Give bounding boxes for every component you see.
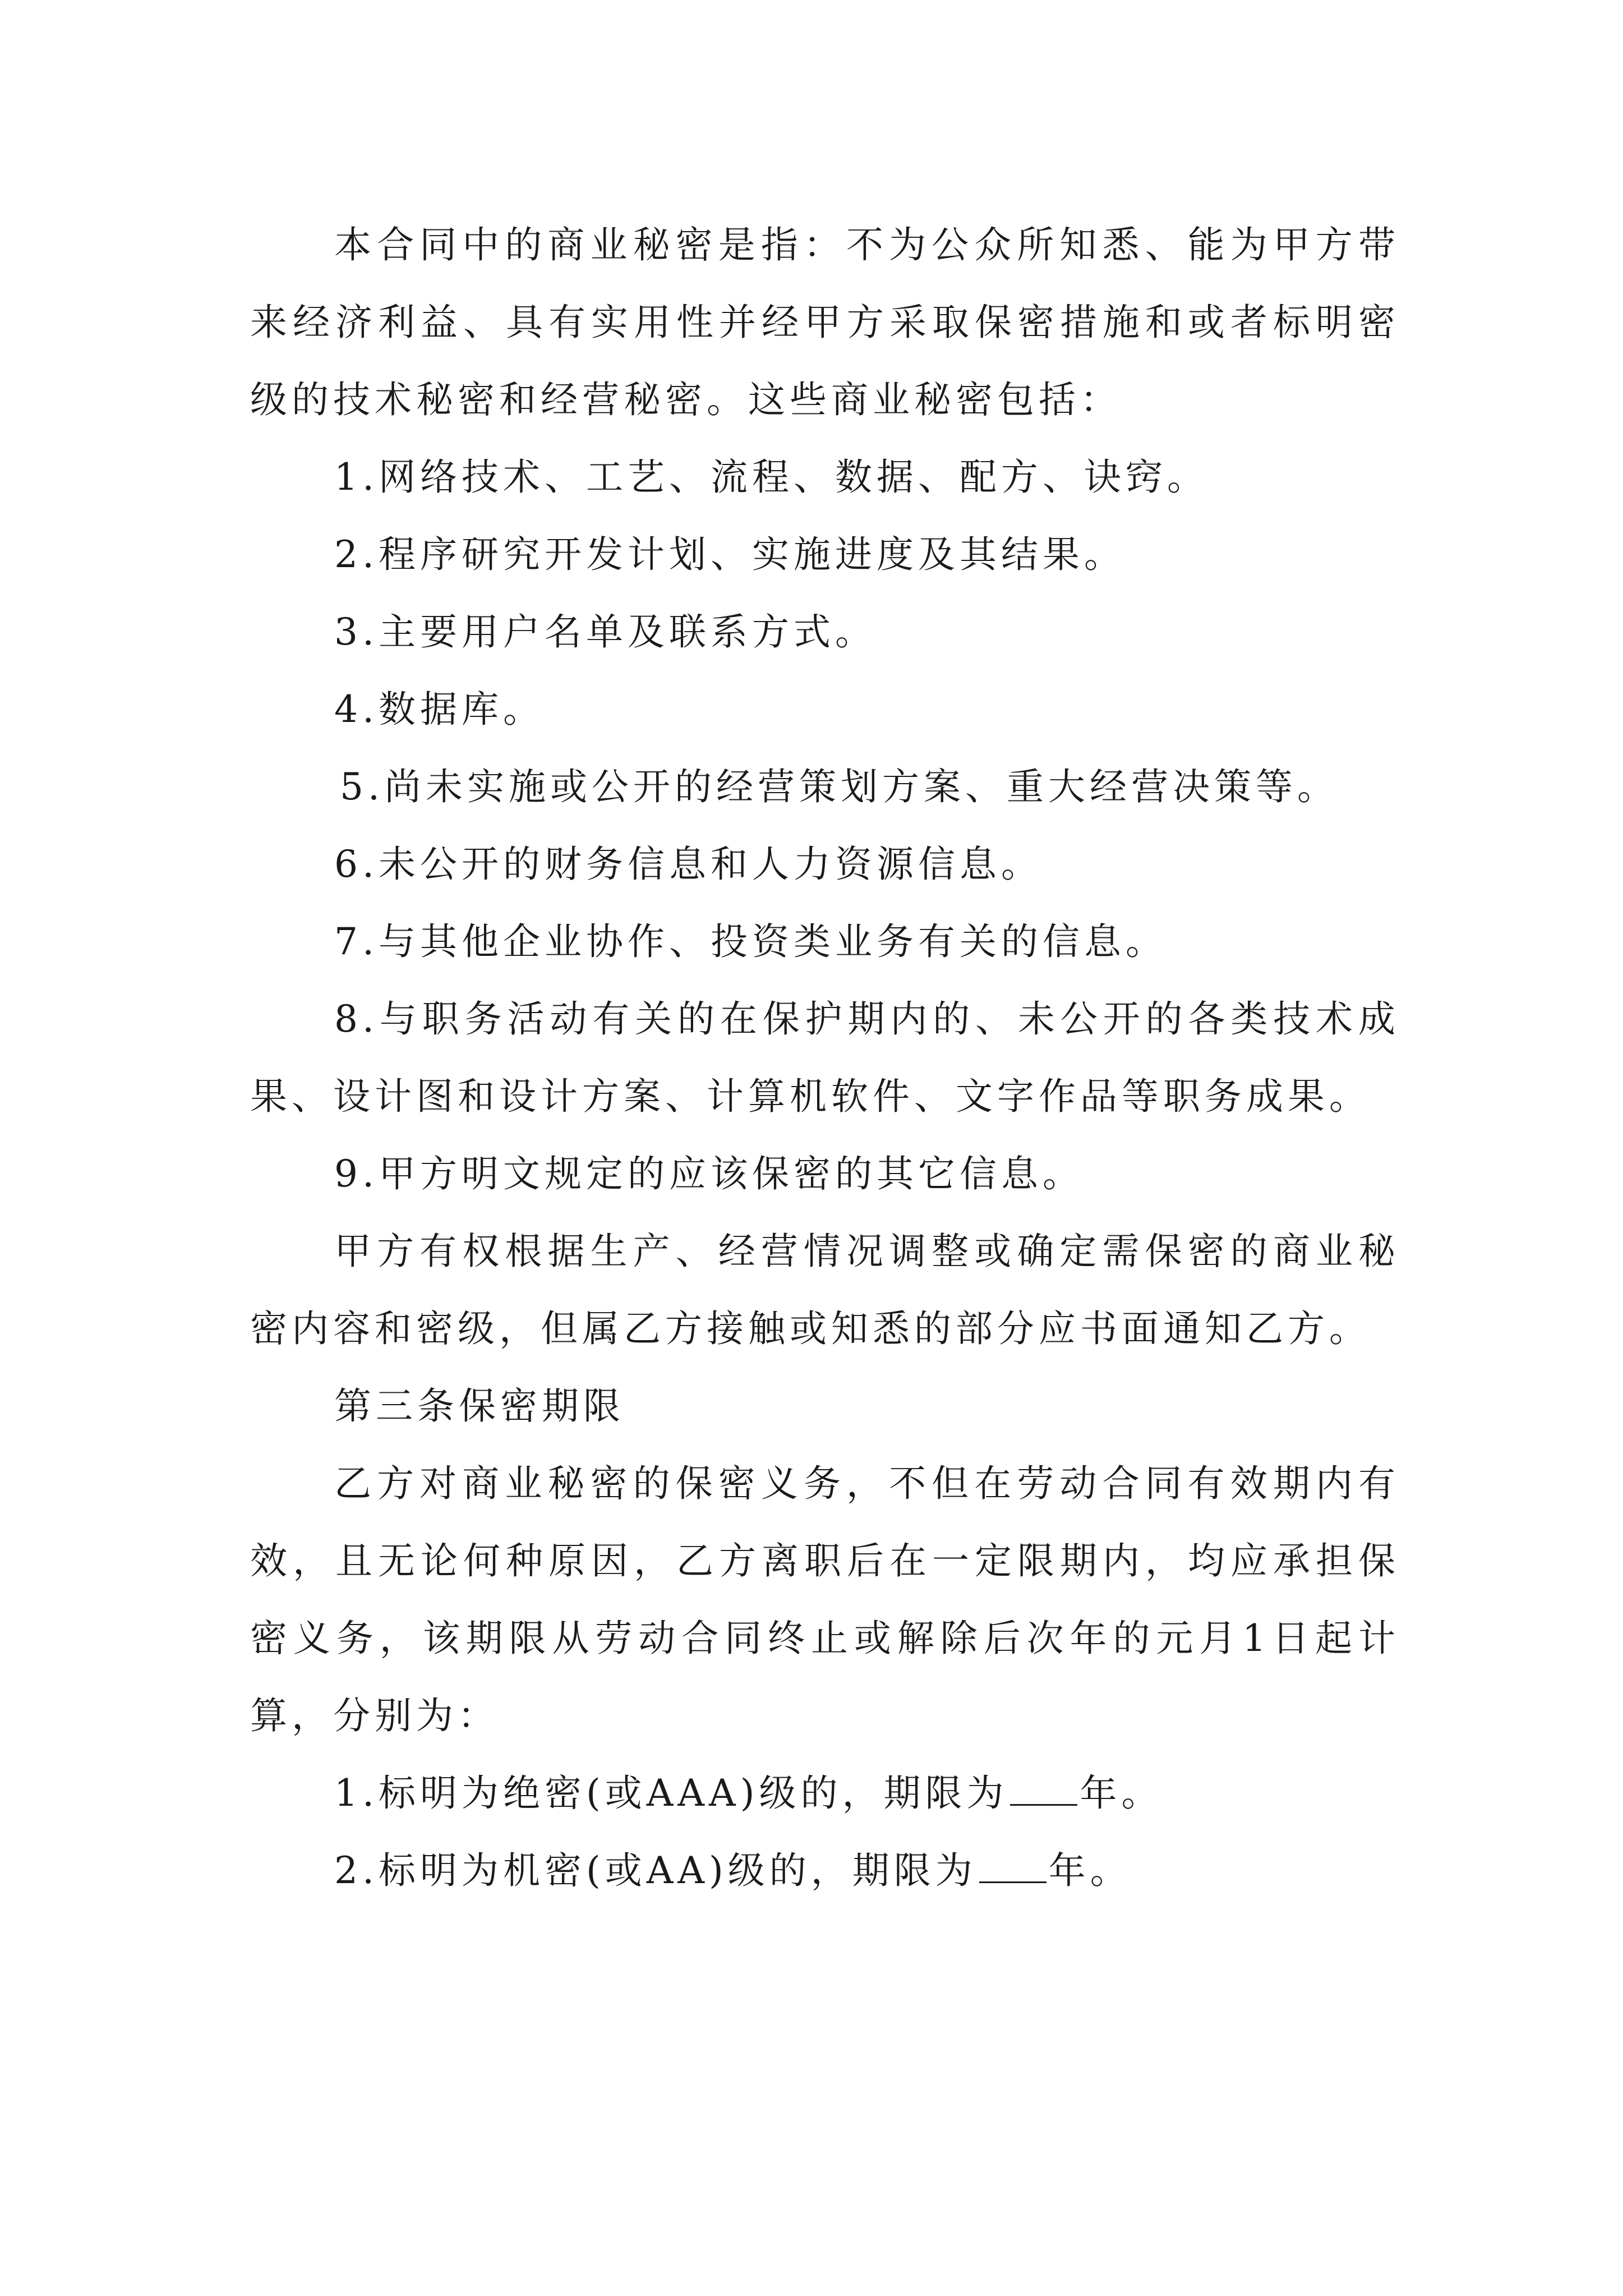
list-item: 1.网络技术、工艺、流程、数据、配方、诀窍。 (334, 455, 1209, 499)
fill-in-blank (1010, 1767, 1077, 1806)
duration-paragraph: 乙方对商业秘密的保密义务，不但在劳动合同有效期内有效，且无论何种原因，乙方离职后在一定限期内，均应承担保密义务，该期限从劳动合同终止或解除后次年的元月1日起计算，分别为： (250, 1462, 1400, 1737)
list-item: 8.与职务活动有关的在保护期内的、未公开的各类技术成果、设计图和设计方案、计算机软件、文字作品等职务成果。 (250, 997, 1400, 1118)
list-item: 5.尚未实施或公开的经营策划方案、重大经营决策等。 (340, 765, 1339, 808)
list-item: 7.与其他企业协作、投资类业务有关的信息。 (334, 920, 1167, 963)
document-body (250, 206, 1400, 1910)
term-item-text: 2.标明为机密(或AA)级的，期限为 (334, 1849, 977, 1892)
intro-paragraph: 本合同中的商业秘密是指：不为公众所知悉、能为甲方带来经济利益、具有实用性并经甲方采取保密措施和或者标明密级的技术秘密和经营秘密。这些商业秘密包括： (250, 223, 1400, 421)
term-item-suffix: 年。 (1048, 1849, 1132, 1892)
section-heading: 第三条保密期限 (334, 1384, 625, 1428)
term-item (250, 1755, 1400, 1832)
list-item: 2.程序研究开发计划、实施进度及其结果。 (334, 533, 1126, 576)
adjustment-paragraph: 甲方有权根据生产、经营情况调整或确定需保密的商业秘密内容和密级，但属乙方接触或知悉的部分应书面通知乙方。 (250, 1230, 1400, 1350)
term-item-text: 1.标明为绝密(或AAA)级的，期限为 (334, 1772, 1008, 1815)
term-item (250, 1832, 1400, 1910)
list-item: 3.主要用户名单及联系方式。 (334, 610, 877, 654)
fill-in-blank (979, 1844, 1046, 1883)
list-item: 4.数据库。 (334, 688, 545, 731)
list-item: 9.甲方明文规定的应该保密的其它信息。 (334, 1152, 1084, 1195)
list-item: 6.未公开的财务信息和人力资源信息。 (334, 843, 1043, 886)
term-item-suffix: 年。 (1080, 1772, 1163, 1815)
